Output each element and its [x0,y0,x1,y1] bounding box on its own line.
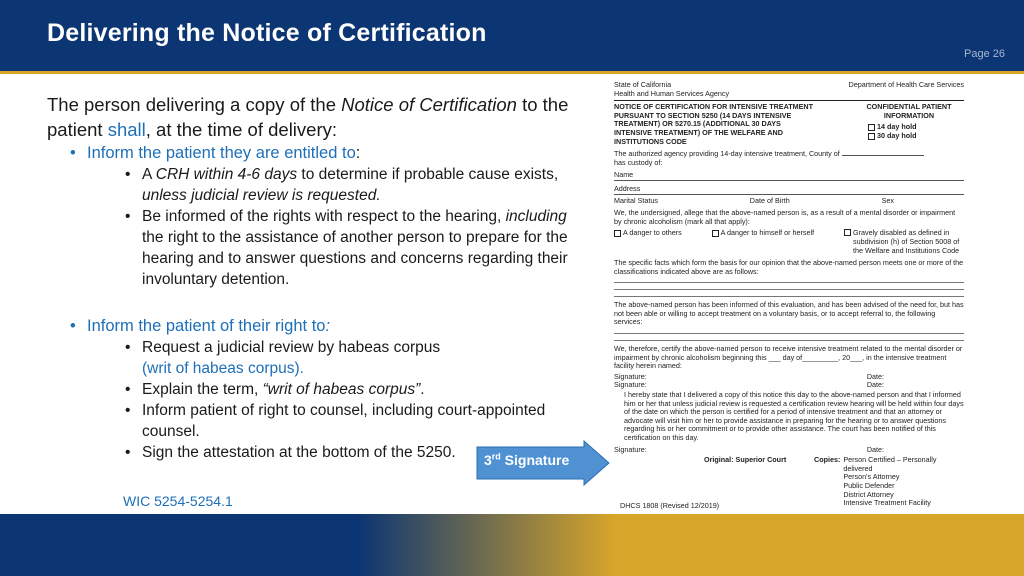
dhcs-1808-form-image [614,81,964,513]
slide-body [47,92,587,463]
original-copy: Original: Superior Court [704,455,787,465]
agency-line-2: has custody of: [614,157,663,167]
checkbox-icon [868,133,875,140]
gravely-option [844,229,964,255]
dob-label: Date of Birth [749,195,790,205]
form-allege: We, the undersigned, allege that the above-named person is, as a result of a mental disorder or impairment by chronic alcoholism (mark all that apply): [614,208,956,226]
signature-word: Signature [500,452,570,468]
checkbox-icon [614,230,621,237]
intro-text-3: , at the time of delivery: [145,119,338,140]
form-id: DHCS 1808 (Revised 12/2019) [620,501,720,510]
form-state: State of California [614,80,672,89]
form-agency: Health and Human Services Agency [614,88,730,98]
danger-self-option [712,229,815,255]
gravely-label: Gravely disabled as defined in subdivision (h) of Section 5008 of the Welfare and Institutions Code [853,228,960,255]
form-line [614,334,964,341]
copies-label: Copies: [814,455,841,465]
danger-others-option [614,229,682,255]
crh-text-2: to determine if probable cause exists, [297,166,559,183]
section2-item-explain [142,379,587,400]
shall-word: shall [107,119,146,140]
form-attestation: I hereby state that I delivered a copy of this notice this day to the above-named person and that I informed him or her that unless judicial review is requested a certification review hearing will be held within four days of the date on which the person is certified for a period of intensive treatment and that an attorney or advocate will visit him or her to provide assistance in preparing for the hearing or to answer questions regarding his or her commitment or to provide other assistance. The court has been notified of this certification on this day. [624,390,964,442]
wic-reference: WIC 5254-5254.1 [123,493,233,509]
form-line [614,276,964,283]
section2-item-counsel [142,400,587,442]
judicial-text: Request a judicial review by habeas corpus [142,339,441,356]
form-facts: The specific facts which form the basis for our opinion that the above-named person meets one or more of the classifications indicated above are as follows: [614,258,964,276]
signature-row-2 [614,381,964,390]
explain-text-1: Explain the term, [142,381,263,398]
form-line [614,290,964,297]
copy-item: Person's Attorney [843,472,900,482]
section2-colon: : [325,317,331,335]
section1-item-rights [142,206,587,290]
form-line [614,283,964,290]
checkbox-icon [844,229,851,236]
third-signature-label [484,452,569,468]
marital-label: Marital Status [614,195,658,205]
slide-title: Delivering the Notice of Certification [47,19,487,47]
notice-of-certification-italic: Notice of Certification [341,94,517,115]
ordinal-suffix: rd [491,451,501,462]
form-confidential-block [854,103,964,146]
section2-heading-text: Inform the patient of their right to [87,317,326,335]
danger-self-label: A danger to himself or herself [720,228,815,238]
form-agency-line [614,150,964,167]
copy-item: Public Defender [843,480,895,490]
explain-italic: “writ of habeas corpus” [262,381,421,398]
signature-label: Signature: [614,444,647,454]
signature-label: Signature: [614,371,647,381]
checkbox-icon [712,230,719,237]
page-number: Page 26 [964,48,1005,60]
crh-text-1: A [142,166,156,183]
crh-italic: CRH within 4-6 days [155,166,298,183]
copy-item: District Attorney [843,489,894,499]
form-dept: Department of Health Care Services [848,80,964,89]
sex-label: Sex [881,195,894,205]
form-demographics-row [614,197,964,206]
form-confidential: CONFIDENTIAL PATIENT INFORMATION [866,102,952,120]
address-label: Address [614,183,641,193]
form-address-field [614,185,964,195]
agency-line: The authorized agency providing 14-day intensive treatment, County of [614,149,840,159]
copy-item: Intensive Treatment Facility [843,498,931,508]
danger-others-label: A danger to others [623,228,682,238]
ordinal-number: 3 [484,452,492,468]
section1-colon: : [355,144,361,162]
crh-italic-2: unless judicial review is requested. [142,187,381,204]
footer-bar [0,514,1024,576]
form-line [614,327,964,334]
form-title: NOTICE OF CERTIFICATION FOR INTENSIVE TREATMENT PURSUANT TO SECTION 5250 (14 DAYS INTENSIVE TREATMENT) OR 5270.15 (ADDITIONAL 30 DAYS INTENSIVE TREATMENT) OF THE WELFARE AND INSTITUTIONS CODE [614,102,813,146]
checkbox-icon [868,124,875,131]
signature-row-3 [614,446,964,455]
form-informed: The above-named person has been informed of this evaluation, and has been advised of the need for, but has not been able or willing to accept treatment on a voluntary basis, or to accept referral to, the following services: [614,300,964,327]
copies-block [814,456,964,508]
date-label: Date: [866,380,884,390]
copies-list [843,456,964,508]
signature-label: Signature: [614,380,647,390]
name-label: Name [614,170,634,180]
section1-heading-text: Inform the patient they are entitled to [87,144,356,162]
form-header-row [614,81,964,98]
rights-text-1: Be informed of the rights with respect to the hearing, [142,208,506,225]
explain-text-2: . [420,381,425,398]
intro-text-1: The person delivering a copy of the [47,94,342,115]
section2-item-judicial [142,337,587,379]
header-gold-rule [0,71,1024,74]
signature-row-1 [614,373,964,382]
opt-30-label: 30 day hold [877,130,917,140]
copy-item: Person Certified – Personally delivered [843,455,937,473]
sign-text: Sign the attestation at the bottom of the 5250. [142,444,456,461]
rights-text-2: the right to the assistance of another person to prepare for the hearing and to answer questions and concerns regarding their involuntary detention. [142,229,568,288]
writ-of-habeas-corpus-blue: (writ of habeas corpus). [142,360,304,377]
rights-italic: including [505,208,567,225]
date-label: Date: [866,371,884,381]
counsel-text: Inform patient of right to counsel, including court-appointed counsel. [142,402,546,440]
intro-paragraph [47,92,587,142]
form-certify: We, therefore, certify the above-named person to receive intensive treatment related to the mental disorder or impairment by chronic alcoholism beginning this ___ day of_________, 20___, in the intensive treatment facility herein named: [614,344,963,371]
intro-text-2: to the patient [47,94,569,140]
form-name-field [614,171,964,181]
spacer [47,290,587,315]
section2-heading [87,315,587,337]
form-classification-row [614,229,964,255]
date-label: Date: [866,444,884,454]
section1-heading [87,142,587,164]
opt-14-label: 14 day hold [877,122,917,132]
section1-item-crh [142,164,587,206]
form-title-row [614,100,964,146]
hold-option-30 [868,132,964,141]
